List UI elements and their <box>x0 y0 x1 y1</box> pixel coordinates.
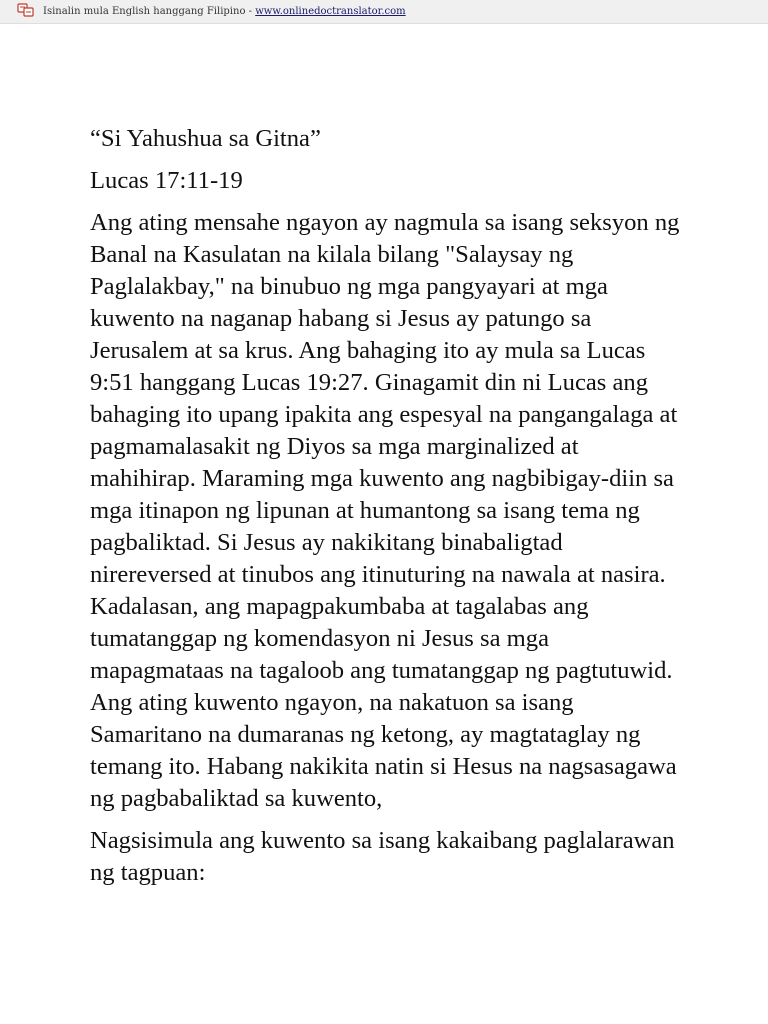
document-body <box>90 123 680 899</box>
translator-link[interactable]: www.onlinedoctranslator.com <box>255 6 406 17</box>
translate-icon <box>17 3 35 17</box>
translation-banner <box>0 0 768 24</box>
document-title: “Si Yahushua sa Gitna” <box>90 125 321 152</box>
banner-text <box>43 6 406 18</box>
paragraph: Ang ating mensahe ngayon ay nagmula sa isang seksyon ng Banal na Kasulatan na kilala bilang "Salaysay ng Paglalakbay," na binubuo ng mga pangyayari at mga kuwento na naganap habang si Jesus ay patungo sa Jerusalem at sa krus. Ang bahaging ito ay mula sa Lucas 9:51 hanggang Lucas 19:27. Ginagamit din ni Lucas ang bahaging ito upang ipakita ang espesyal na pangangalaga at pagmamalasakit ng Diyos sa mga marginalized at mahihirap. Maraming mga kuwento ang nagbibigay-diin sa mga itinapon ng lipunan at humantong sa isang tema ng pagbaliktad. Si Jesus ay nakikitang binabaligtad nirereversed at tinubos ang itinuturing na nawala at nasira. Kadalasan, ang mapagpakumbaba at tagalabas ang tumatanggap ng komendasyon ni Jesus sa mga mapagmataas na tagaloob ang tumatanggap ng pagtutuwid. Ang ating kuwento ngayon, na nakatuon sa isang Samaritano na dumaranas ng ketong, ay magtataglay ng temang ito. Habang nakikita natin si Hesus na nagsasagawa ng pagbabaliktad sa kuwento, <box>90 209 680 812</box>
banner-prefix: Isinalin mula English hanggang Filipino - <box>43 6 256 17</box>
paragraph: Nagsisimula ang kuwento sa isang kakaibang paglalarawan ng tagpuan: <box>90 827 675 886</box>
scripture-reference: Lucas 17:11-19 <box>90 167 243 194</box>
